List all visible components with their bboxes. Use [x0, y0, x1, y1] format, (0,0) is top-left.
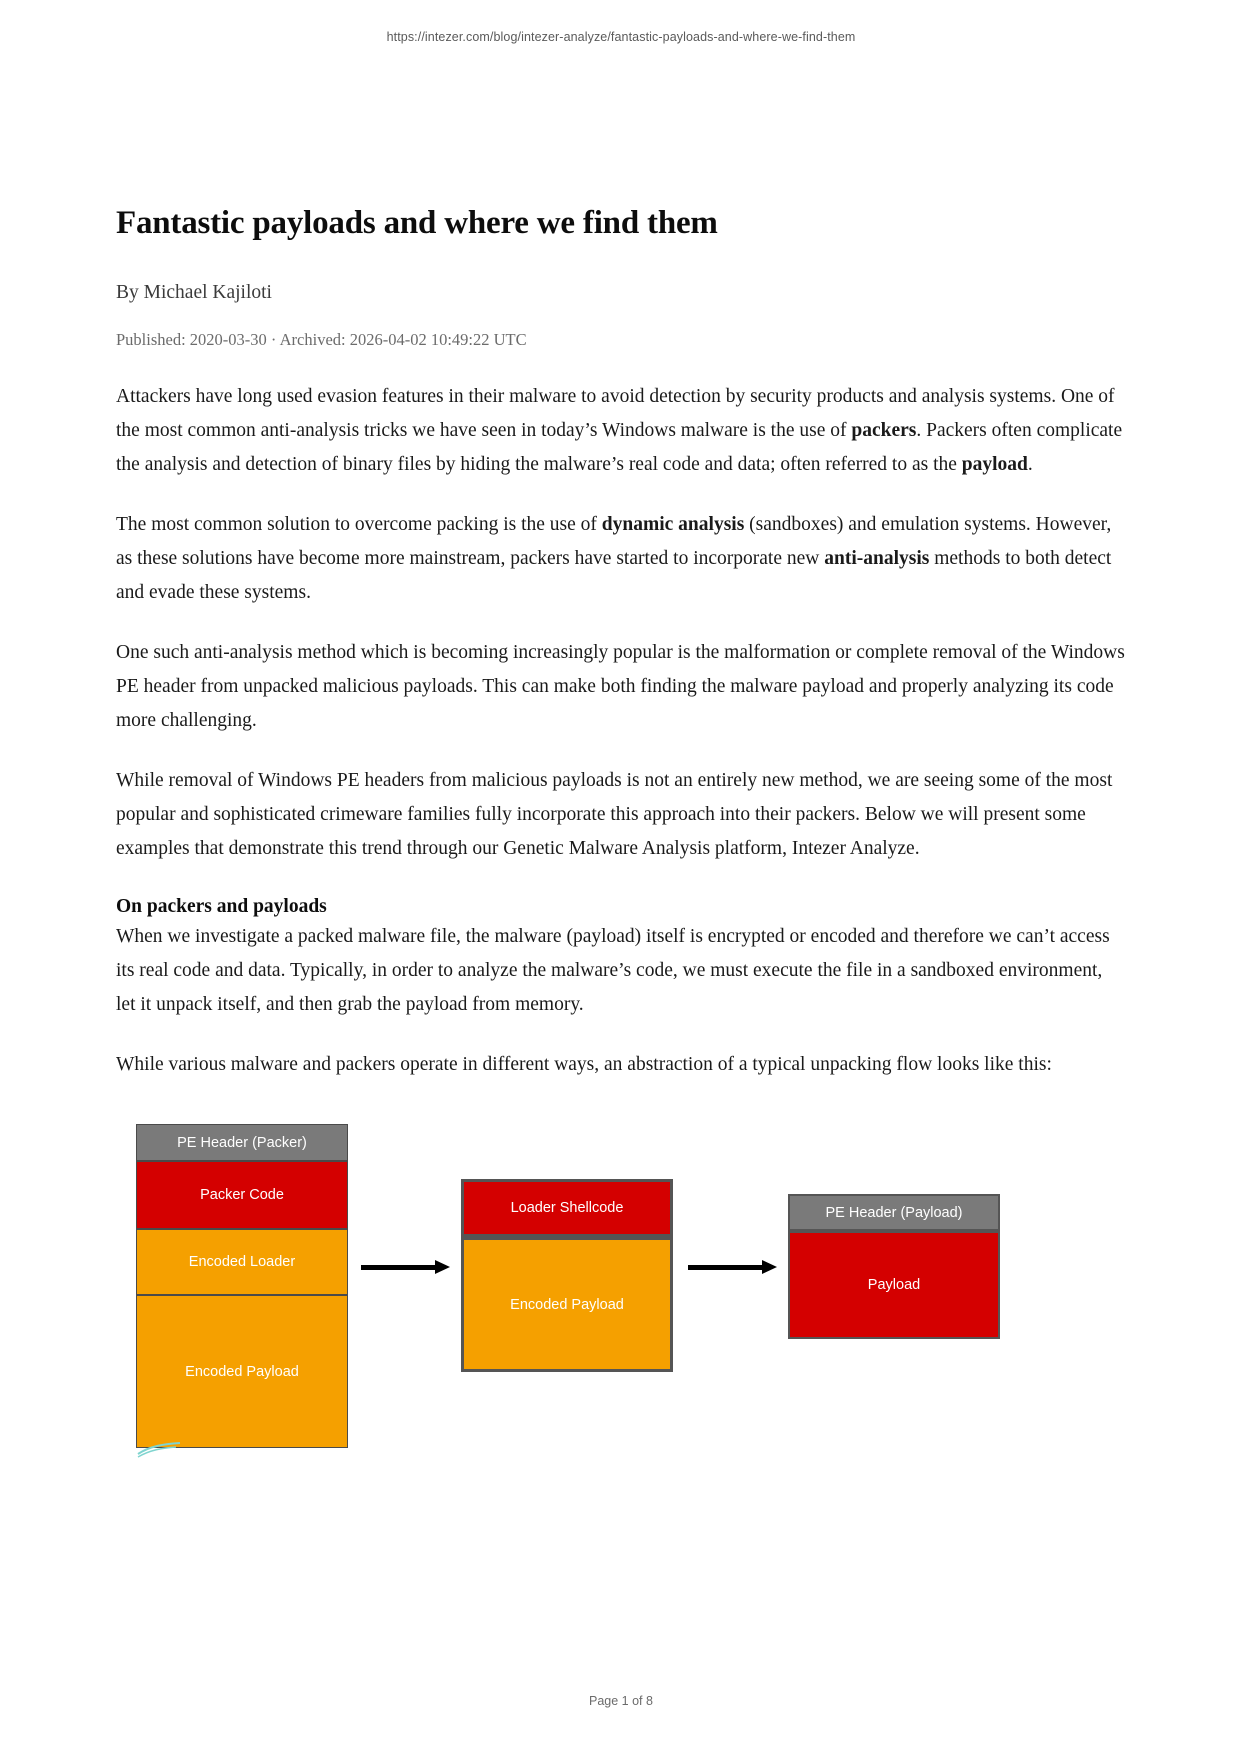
paragraph-5: When we investigate a packed malware file, the malware (payload) itself is encrypted or encoded and therefore we can’t access its real code and data. Typically, in order to analyze the malware’s code, we must execute the file in a sandboxed environment, let it unpack itself, and then grab the payload from memory.: [116, 926, 1110, 1015]
section-heading: On packers and payloads: [116, 896, 327, 917]
paragraph-1: Attackers have long used evasion features in their malware to avoid detection by security products and analysis systems. One of the most common anti-analysis tricks we have seen in today’s Windows malware is the use of packers. Packers often complicate the analysis and detection of binary files by hiding the malware’s real code and data; often referred to as the payload.: [116, 386, 1123, 475]
paragraph-4: While removal of Windows PE headers from malicious payloads is not an entirely new method, we are seeing some of the most popular and sophisticated crimeware families fully incorporate this approach into their packers. Below we will present some examples that demonstrate this trend through our Genetic Malware Analysis platform, Intezer Analyze.: [116, 770, 1113, 859]
author-byline: By Michael Kajiloti: [116, 282, 272, 303]
paragraph-2: The most common solution to overcome packing is the use of dynamic analysis (sandboxes) and emulation systems. However, as these solutions have become more mainstream, packers have started to incorporate new anti-analysis methods to both detect and evade these systems.: [116, 514, 1112, 603]
paragraph-6: While various malware and packers operate in different ways, an abstraction of a typical unpacking flow looks like this:: [116, 1054, 1052, 1075]
paragraph-3: One such anti-analysis method which is becoming increasingly popular is the malformation or complete removal of the Windows PE header from unpacked malicious payloads. This can make both finding the malware payload and properly analyzing its code more challenging.: [116, 642, 1125, 731]
diagram-arrow-1-icon: [361, 1262, 451, 1272]
diagram-block-pe-header-payload: PE Header (Payload): [788, 1194, 1000, 1231]
diagram-stage-packed-file: [136, 1124, 348, 1448]
diagram-block-encoded-payload-2: Encoded Payload: [461, 1237, 673, 1372]
diagram-stage-unpacked-loader: [461, 1179, 673, 1372]
page-footer: Page 1 of 8: [589, 1694, 653, 1708]
publication-dates: Published: 2020-03-30 · Archived: 2026-04-02 10:49:22 UTC: [116, 330, 527, 349]
article-body: [116, 205, 1126, 1454]
diagram-arrow-2-icon: [688, 1262, 778, 1272]
page-title: Fantastic payloads and where we find them: [116, 205, 718, 241]
source-url: https://intezer.com/blog/intezer-analyze/fantastic-payloads-and-where-we-find-them: [386, 30, 856, 44]
diagram-stage-final-payload: [788, 1194, 1000, 1339]
diagram-block-loader-shellcode: Loader Shellcode: [461, 1179, 673, 1237]
diagram-block-payload: Payload: [788, 1231, 1000, 1339]
diagram-block-packer-code: Packer Code: [136, 1161, 348, 1229]
unpacking-flow-diagram: [116, 1124, 1126, 1454]
diagram-block-encoded-loader: Encoded Loader: [136, 1229, 348, 1295]
squiggle-mark-icon: [136, 1442, 186, 1458]
diagram-block-encoded-payload-1: Encoded Payload: [136, 1295, 348, 1448]
diagram-block-pe-header-packer: PE Header (Packer): [136, 1124, 348, 1161]
